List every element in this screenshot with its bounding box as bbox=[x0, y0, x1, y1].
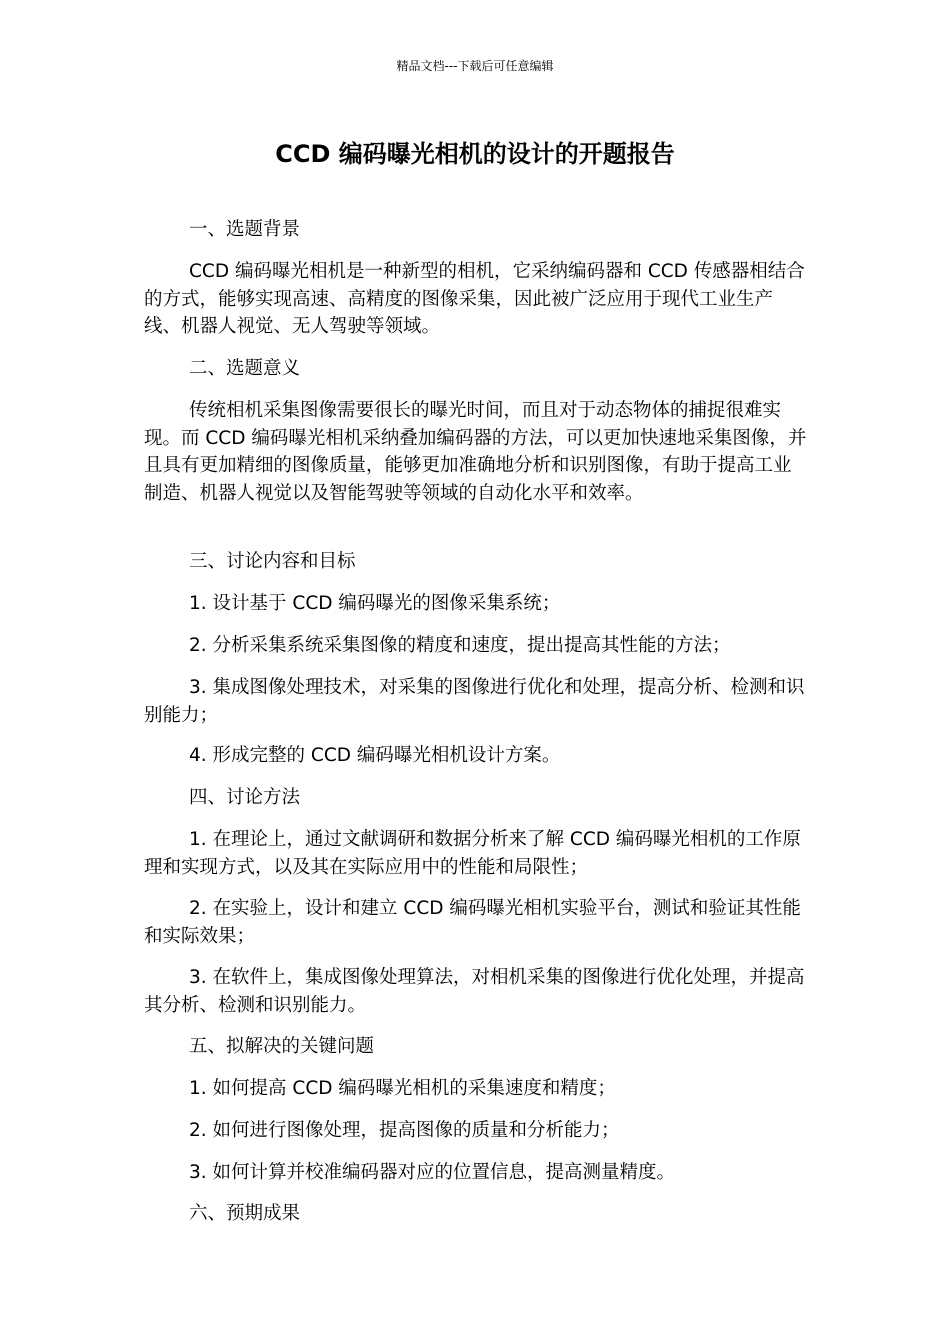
document-title: CCD 编码曝光相机的设计的开题报告 bbox=[275, 140, 675, 168]
method-item: 1. 在理论上，通过文献调研和数据分析来了解 CCD 编码曝光相机的工作原理和实现方式，以及其在实际应用中的性能和局限性； bbox=[144, 829, 801, 878]
section-heading-research-goals: 三、讨论内容和目标 bbox=[189, 551, 356, 572]
key-problem-item: 1. 如何提高 CCD 编码曝光相机的采集速度和精度； bbox=[189, 1078, 616, 1099]
section-heading-methods: 四、讨论方法 bbox=[189, 787, 301, 808]
key-problem-item: 2. 如何进行图像处理，提高图像的质量和分析能力； bbox=[189, 1120, 620, 1141]
research-goal-item: 1. 设计基于 CCD 编码曝光的图像采集系统； bbox=[189, 593, 561, 614]
research-goal-item: 3. 集成图像处理技术，对采集的图像进行优化和处理，提高分析、检测和识别能力； bbox=[144, 677, 805, 726]
research-goal-item: 2. 分析采集系统采集图像的精度和速度，提出提高其性能的方法； bbox=[189, 635, 731, 656]
header-note: 精品文档---下载后可任意编辑 bbox=[396, 59, 554, 73]
method-item: 3. 在软件上，集成图像处理算法，对相机采集的图像进行优化处理，并提高其分析、检测和识别能力。 bbox=[144, 967, 805, 1016]
section-heading-background: 一、选题背景 bbox=[189, 219, 301, 240]
key-problem-item: 3. 如何计算并校准编码器对应的位置信息，提高测量精度。 bbox=[189, 1162, 676, 1183]
method-item: 2. 在实验上，设计和建立 CCD 编码曝光相机实验平台，测试和验证其性能和实际效果； bbox=[144, 898, 801, 947]
background-paragraph: CCD 编码曝光相机是一种新型的相机，它采纳编码器和 CCD 传感器相结合的方式，能够实现高速、高精度的图像采集，因此被广泛应用于现代工业生产线、机器人视觉、无人驾驶等领域。 bbox=[144, 261, 805, 337]
significance-paragraph: 传统相机采集图像需要很长的曝光时间，而且对于动态物体的捕捉很难实现。而 CCD 编码曝光相机采纳叠加编码器的方法，可以更加快速地采集图像，并且具有更加精细的图像质量，能够更加准确地分析和识别图像，有助于提高工业制造、机器人视觉以及智能驾驶等领域的自动化水平和效率。 bbox=[144, 400, 807, 504]
section-heading-significance: 二、选题意义 bbox=[189, 358, 301, 379]
section-heading-expected-results: 六、预期成果 bbox=[189, 1203, 301, 1224]
section-heading-key-problems: 五、拟解决的关键问题 bbox=[189, 1036, 375, 1057]
research-goal-item: 4. 形成完整的 CCD 编码曝光相机设计方案。 bbox=[189, 745, 561, 766]
